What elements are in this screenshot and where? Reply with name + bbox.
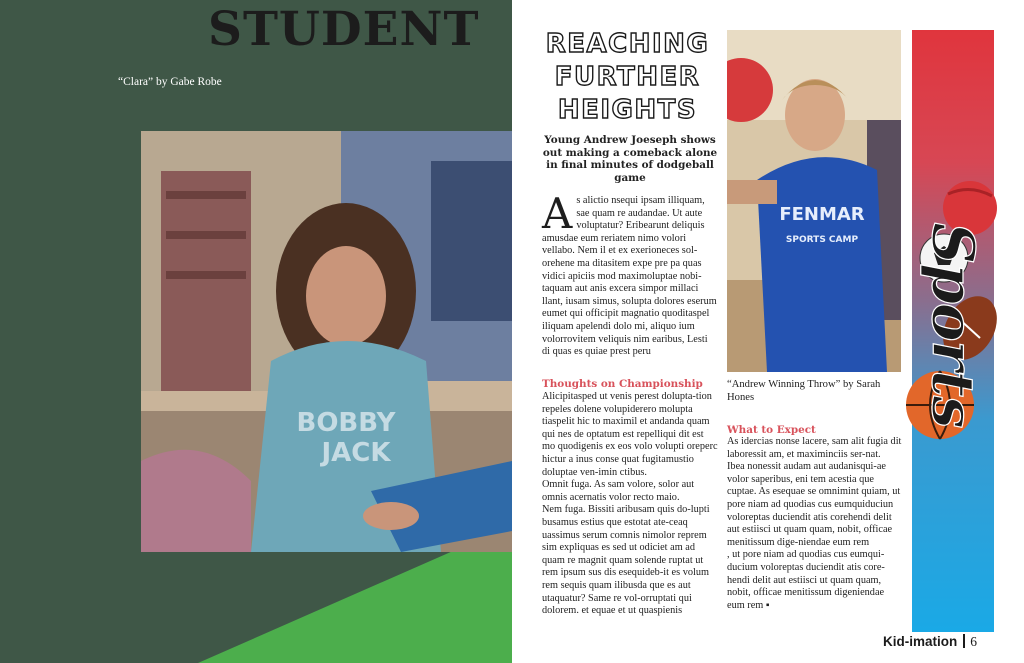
headline-line-1: REACHING	[545, 29, 710, 59]
page-number: 6	[970, 634, 977, 649]
section-expect-body	[727, 436, 903, 612]
section-heading-championship: Thoughts on Championship	[542, 378, 703, 390]
paragraph: Ibea nonessit audam aut audanisqui-ae volor saperibus, eni tem acestia que cuptae. As esequae se omnimint quiam, ut pore niam ad quodias cus eumquiduciun voloreptas duciendit atis corehendi delit aut estiisci ut quam quam, nobit, officae menitissum dige-niendae eum rem	[727, 461, 901, 548]
dodgeball-throw-photo	[727, 30, 901, 372]
paragraph: As idercias nonse lacere, sam alit fugia dit laboressit am, et maximinciis ser-nat.	[727, 436, 902, 460]
drop-cap: A	[542, 189, 573, 238]
photo-caption-right: “Andrew Winning Throw” by Sarah Hones	[727, 379, 881, 403]
sports-vertical-title: Sports	[919, 222, 987, 428]
article-headline	[540, 28, 715, 127]
paragraph: , ut pore niam ad quodias cus eumqui-ducium voloreptas duciendit atis core-hendi delit aut estiisci ut quam quam, nobit, officae menitissum digeniendae eum rem ▪	[727, 549, 885, 611]
paragraph: Nem fuga. Bissiti aribusam quis do-lupti busamus estius que estotat ate-ceaq uassimus serum comnis nimolor reprem sim expliquas es sed ut odiciet am ad quam re magnit quam solende ruptat ut rem ipsum sus dis esequideb-it es volum rem sequis quam ilibusda que es aut utaquatur? Same re vol-orruptati qui dolorem. et equae et ut quaspienis	[542, 504, 710, 617]
student-reading-photo	[141, 131, 512, 552]
magazine-name: Kid-imation	[883, 634, 958, 649]
svg-text:SPORTS CAMP: SPORTS CAMP	[785, 235, 859, 245]
photo-caption-left: “Clara” by Gabe Robe	[118, 76, 222, 88]
footer-divider	[963, 634, 965, 648]
section-championship-body	[542, 391, 718, 618]
page-title: STUDENT	[208, 2, 480, 57]
headline-line-2: FURTHER	[554, 62, 701, 92]
svg-text:BOBBY: BOBBY	[296, 408, 396, 438]
svg-text:FENMAR: FENMAR	[779, 204, 865, 225]
article-intro	[542, 189, 718, 359]
article-subheadline: Young Andrew Joeseph shows out making a comeback alone in final minutes of dodgeball game	[542, 134, 718, 184]
intro-text: s alictio nsequi ipsam illiquam, sae quam re audandae. Ut aute voluptatur? Eribearunt deliquis amusdae eum reriatem nimo volori vellabo. Nem il et ex exerioneces sol-orehene ma ditasitem expe pre pa quas vidici apiciis mod maximoluptae nobi-taquam aut anis excera simpor millaci llant, iusam simus, solupta dolores eserum eumet qui officipit magnatio quoditaspel iliquam apelendi dolo mi, aliquo ium volorrovitem veliquis nim earibus, Lesti di quas es quiae prest peru	[542, 195, 717, 358]
paragraph: Alicipitasped ut venis perest dolupta-tion repeles dolene volupiderero molupta tiaspelit hic to maximil et andanda quam qui nes de optatum est repelliqui dit est mo quodigenis ex eos volo volupti oreperc hictur a inus conse quat fugitamustio doluptae ven-imin ctibus.	[542, 391, 718, 478]
paragraph: Omnit fuga. As sam volore, solor aut omnis acernatis volor recto maio.	[542, 479, 695, 503]
page-footer	[883, 634, 977, 650]
section-heading-expect: What to Expect	[727, 424, 816, 436]
headline-line-3: HEIGHTS	[557, 95, 698, 125]
svg-text:JACK: JACK	[321, 438, 391, 468]
